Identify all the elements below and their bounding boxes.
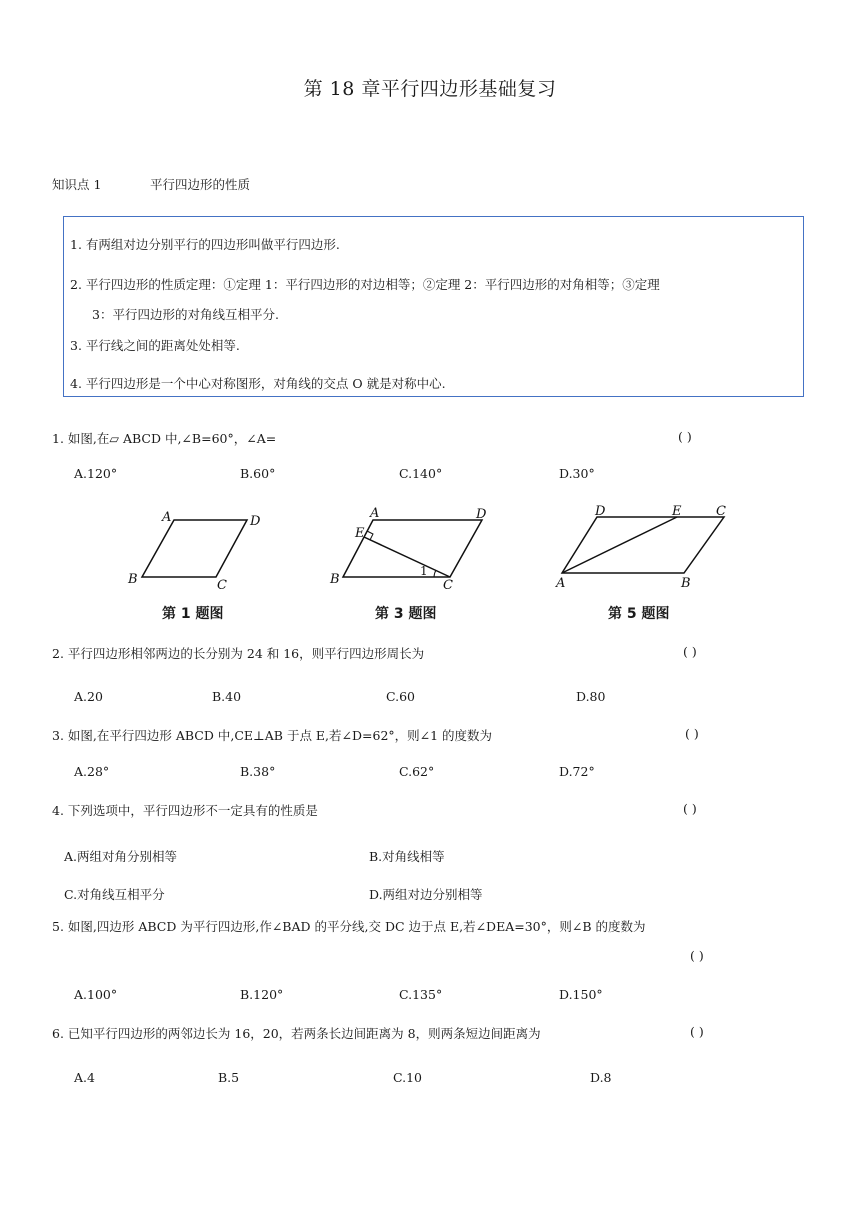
q1-option-b: B.60°	[240, 466, 276, 481]
q5-option-b: B.120°	[240, 987, 284, 1002]
fig3-label-b: B	[330, 572, 340, 587]
fig3-caption: 第 3 题图	[375, 606, 437, 622]
q3-option-d: D.72°	[559, 764, 595, 779]
fig5-label-b: B	[681, 576, 691, 591]
question-6: 6. 已知平行四边形的两邻边长为 16，20，若两条长边间距离为 8，则两条短边间距离为	[52, 1026, 541, 1041]
fig5-label-e: E	[672, 504, 682, 519]
question-2: 2. 平行四边形相邻两边的长分别为 24 和 16，则平行四边形周长为	[52, 646, 425, 661]
answer-paren-6: ( )	[690, 1024, 704, 1039]
fig3-label-a: A	[370, 506, 380, 521]
knowledge-point-4: 4. 平行四边形是一个中心对称图形，对角线的交点 O 就是对称中心.	[70, 376, 446, 391]
q3-option-c: C.62°	[399, 764, 435, 779]
q4-option-b: B.对角线相等	[369, 849, 445, 864]
fig3-angle-label: 1	[420, 564, 428, 578]
q3-option-b: B.38°	[240, 764, 276, 779]
answer-paren-4: ( )	[683, 801, 697, 816]
page-title: 第 18 章平行四边形基础复习	[303, 78, 557, 100]
q6-option-c: C.10	[393, 1070, 422, 1085]
fig3-label-c: C	[443, 578, 453, 593]
answer-paren-3: ( )	[685, 726, 699, 741]
q5-option-a: A.100°	[74, 987, 118, 1002]
question-3: 3. 如图,在平行四边形 ABCD 中,CE⊥AB 于点 E,若∠D=62°，则∠1 的度数为	[52, 728, 493, 743]
fig1-label-c: C	[217, 578, 227, 593]
q1-option-d: D.30°	[559, 466, 595, 481]
fig3-angle-arc	[434, 570, 436, 577]
q5-option-d: D.150°	[559, 987, 603, 1002]
fig3-segment-ce	[364, 537, 450, 577]
figure-1	[127, 510, 261, 593]
knowledge-point-3: 3. 平行线之间的距离处处相等.	[70, 338, 240, 353]
q2-option-a: A.20	[74, 689, 103, 704]
q6-option-d: D.8	[590, 1070, 612, 1085]
fig1-parallelogram	[142, 520, 247, 577]
question-4: 4. 下列选项中，平行四边形不一定具有的性质是	[52, 803, 318, 818]
knowledge-point-1: 1. 有两组对边分别平行的四边形叫做平行四边形.	[70, 237, 340, 252]
q1-option-c: C.140°	[399, 466, 443, 481]
q6-option-b: B.5	[218, 1070, 240, 1085]
fig5-caption: 第 5 题图	[608, 606, 670, 622]
answer-paren-1: ( )	[678, 429, 692, 444]
fig1-label-d: D	[250, 514, 261, 529]
section-name: 平行四边形的性质	[150, 177, 251, 192]
answer-paren-5: ( )	[690, 948, 704, 963]
section-label: 知识点 1	[52, 177, 102, 192]
q5-option-c: C.135°	[399, 987, 443, 1002]
answer-paren-2: ( )	[683, 644, 697, 659]
fig1-caption: 第 1 题图	[162, 606, 224, 622]
question-5: 5. 如图,四边形 ABCD 为平行四边形,作∠BAD 的平分线,交 DC 边于点 E,若∠DEA=30°，则∠B 的度数为	[52, 919, 646, 934]
fig1-label-a: A	[162, 510, 172, 525]
q1-option-a: A.120°	[74, 466, 118, 481]
q6-option-a: A.4	[74, 1070, 95, 1085]
q4-option-d: D.两组对边分别相等	[369, 887, 483, 902]
fig5-parallelogram	[562, 517, 724, 573]
fig3-label-e: E	[355, 526, 365, 541]
knowledge-point-2: 2. 平行四边形的性质定理：①定理 1：平行四边形的对边相等；②定理 2：平行四边形的对角相等；③定理	[70, 277, 660, 292]
q3-option-a: A.28°	[74, 764, 110, 779]
fig3-label-d: D	[476, 507, 487, 522]
fig5-label-a: A	[556, 576, 566, 591]
q4-option-c: C.对角线互相平分	[64, 887, 165, 902]
question-1: 1. 如图,在▱ ABCD 中,∠B=60°，∠A=	[52, 431, 277, 446]
fig1-label-b: B	[128, 572, 138, 587]
q4-option-a: A.两组对角分别相等	[64, 849, 178, 864]
q2-option-c: C.60	[386, 689, 415, 704]
q2-option-d: D.80	[576, 689, 606, 704]
figure-3	[329, 506, 487, 593]
knowledge-point-2-cont: 3：平行四边形的对角线互相平分.	[92, 307, 279, 322]
figure-5	[555, 504, 726, 591]
q2-option-b: B.40	[212, 689, 242, 704]
fig5-label-c: C	[716, 504, 726, 519]
fig5-label-d: D	[595, 504, 606, 519]
